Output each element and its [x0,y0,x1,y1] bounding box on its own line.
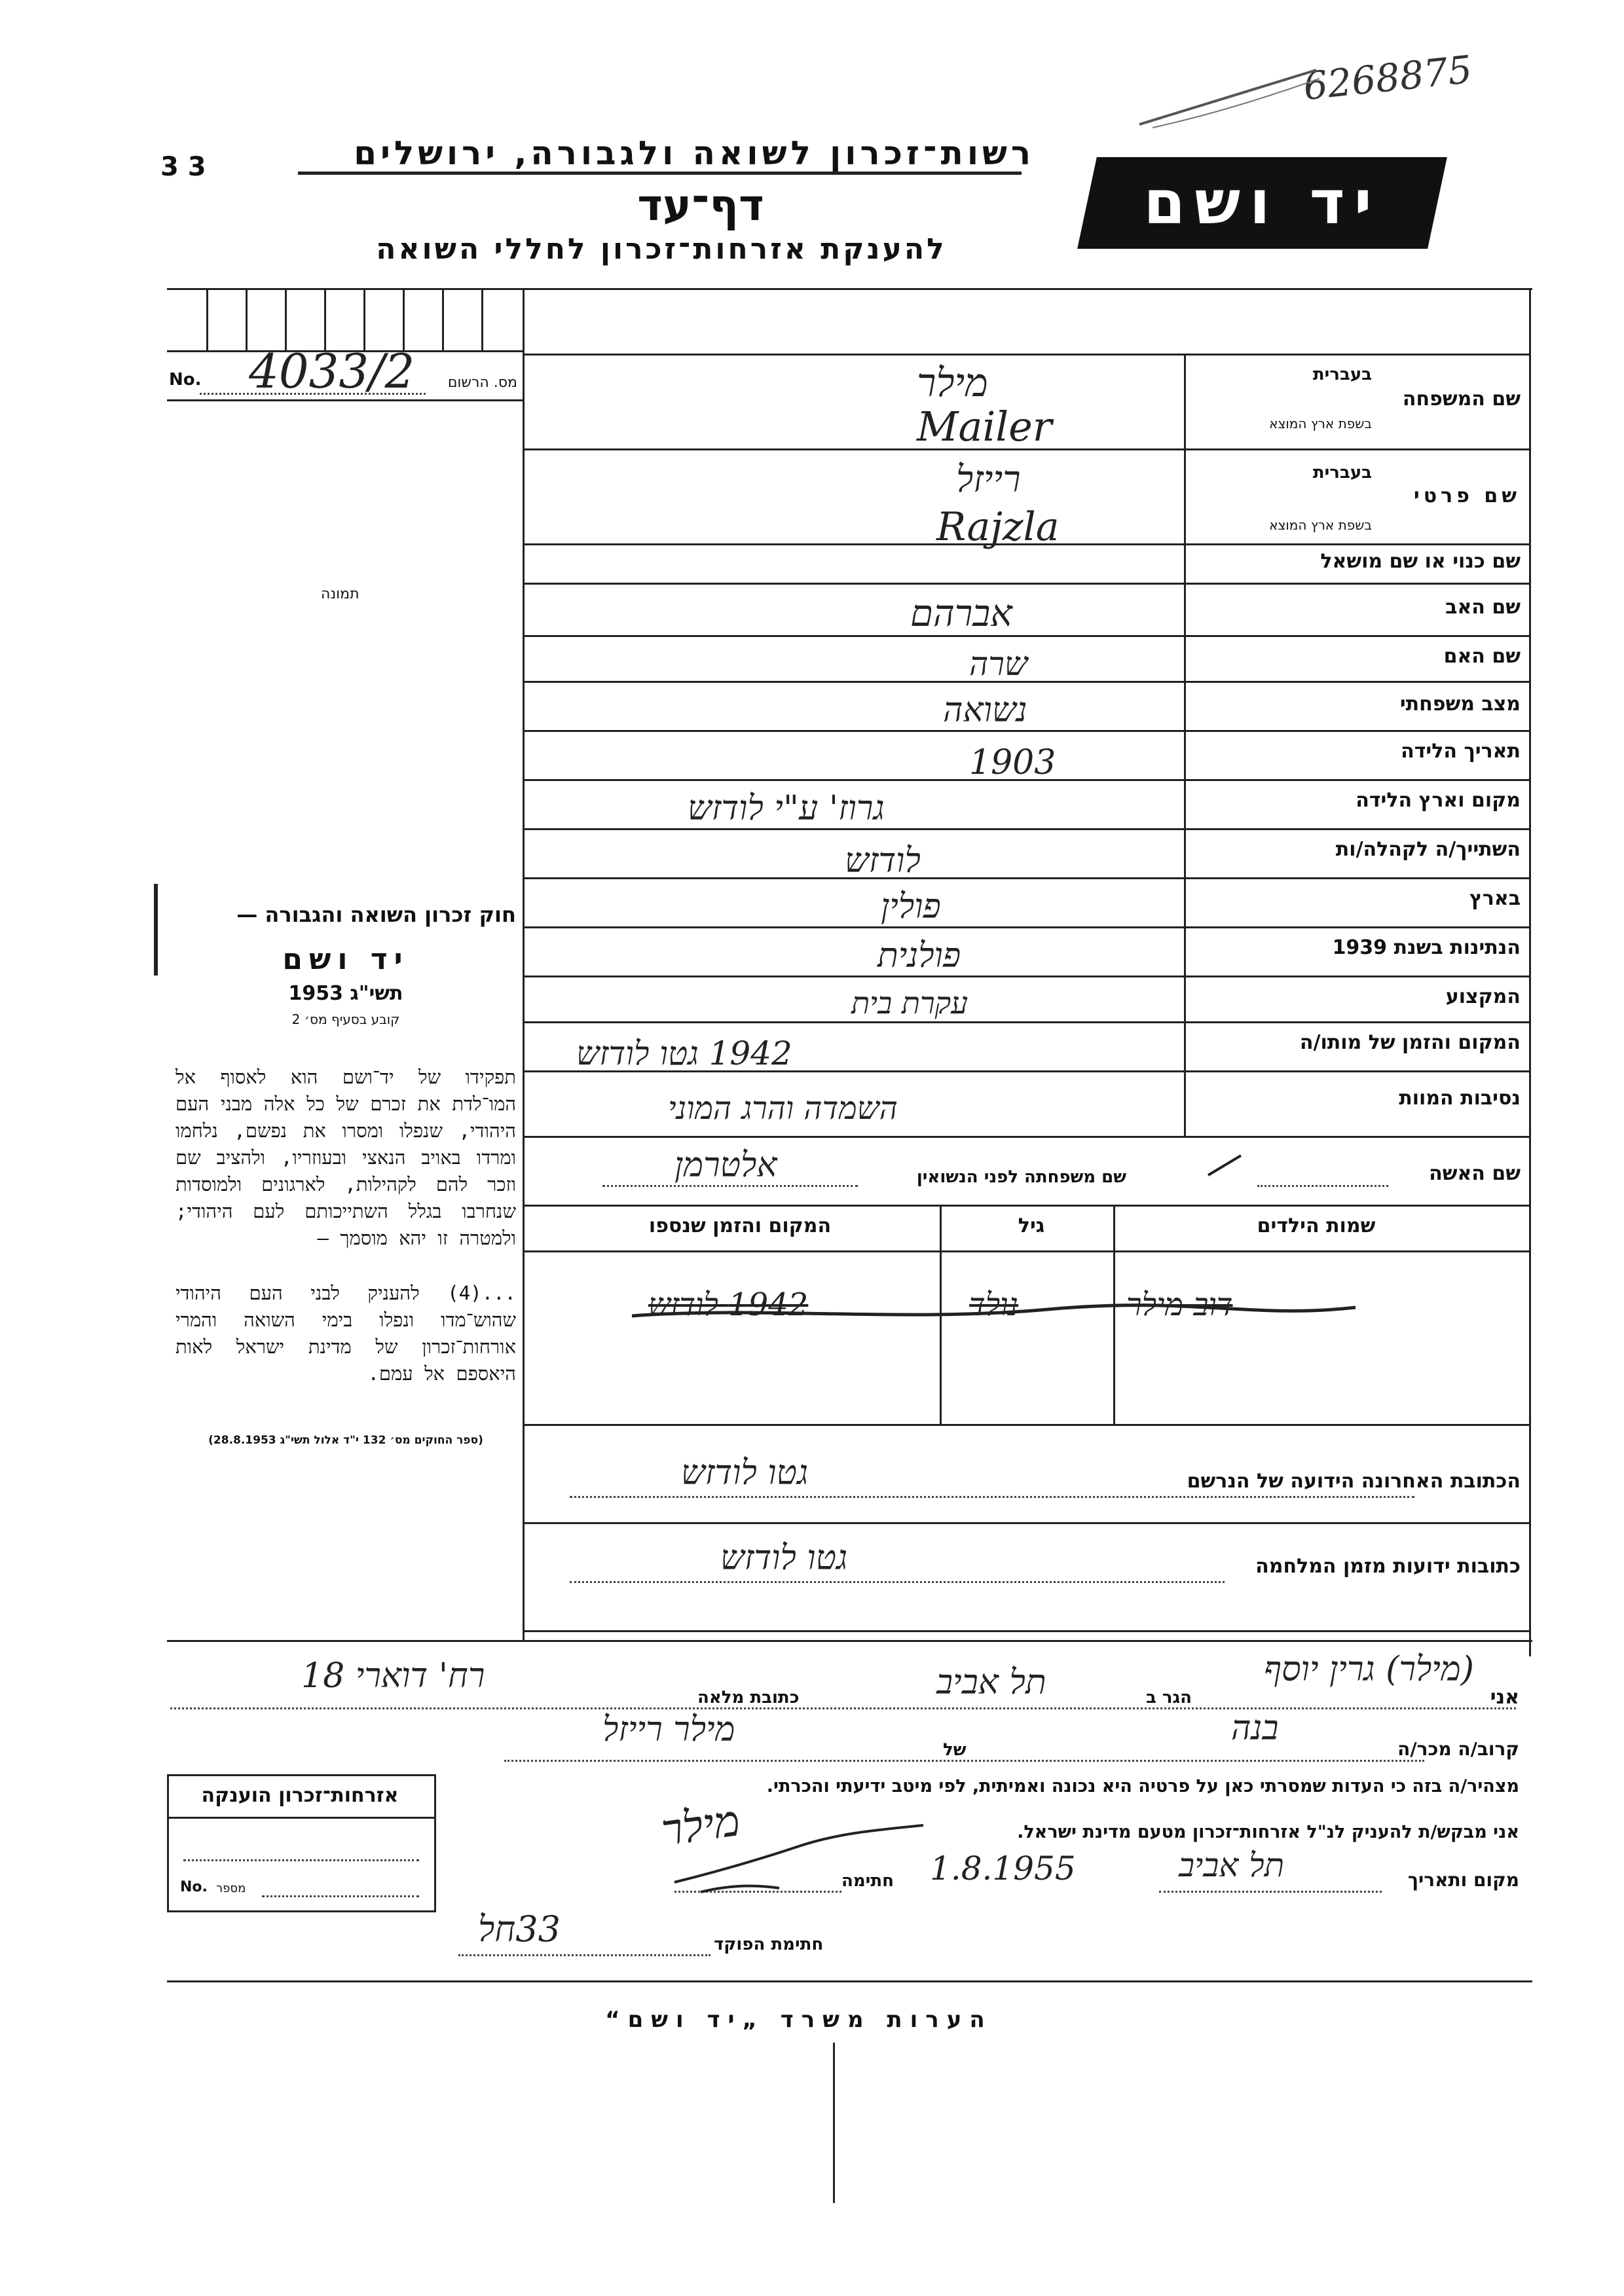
children-place-time-header: המקום והזמן שנספו [648,1214,832,1237]
declarant-i-label: אני [1490,1686,1519,1709]
logo-text: יד ושם [1143,168,1381,238]
children-header-line [523,1250,1531,1252]
address-separator [523,1522,1531,1524]
grid-cell-line [403,288,405,350]
row-line [523,1136,1531,1138]
wife-dotline-left [602,1185,858,1187]
mother-name-label: שם האם [1443,645,1521,668]
request-text: אני מבקש/ת להעניק לנ"ל אזרחות־זכרון מטעם מדינת ישראל. [1017,1822,1519,1842]
profession-value: עקרת בית [851,985,969,1021]
right-border [1529,288,1531,1656]
marital-status-label: מצב משפחתי [1399,693,1521,716]
family-name-sub-origin: בשפת ארץ המוצא [1269,416,1372,431]
row-line [523,448,1531,450]
stamp-scribble [1133,62,1329,134]
label-column-divider [1184,354,1186,1136]
citizenship-1939-label: הנתינות בשנת 1939 [1332,936,1521,959]
registration-number: 4033/2 [249,344,415,399]
relation-label: קרוב/ה מכר/ה [1397,1738,1519,1760]
corner-mark: 3 3 [160,152,206,182]
top-border [167,288,1532,290]
row-line [523,1070,1531,1072]
birth-place-value: גרוז' ע"י לודזש [688,789,885,828]
child-age-value: נולד [969,1286,1019,1323]
wife-dotline-right [1257,1185,1388,1187]
relation-dotline [504,1760,1424,1762]
form-title: דף־עד [637,180,764,230]
law-name: יד ושם [282,943,409,976]
declarant-name: (מילר) גרין יוסף [1264,1650,1475,1689]
left-column-divider [523,288,525,1640]
authority-title: רשות־זכרון לשואה ולגבורה, ירושלים [354,134,1035,172]
marital-status-value: נשואה [943,691,1027,730]
grid-cell-line [324,288,326,350]
child-name-value: דוב מילר [1126,1286,1233,1323]
declaration-text: מצהיר/ה בזה כי העדות שמסרתי כאן על פרטיה היא נכונה ואמיתית, לפי מיטב ידיעתי והכרתי. [766,1776,1519,1796]
row-line [523,730,1531,732]
row-line [523,779,1531,781]
citizenship-box-number-label: מספר [216,1882,246,1895]
first-name-origin-value: Rajzla [936,504,1060,550]
law-clause: קובע בסעיף מס׳ 2 [291,1011,400,1027]
registration-bottom-line [167,399,524,401]
first-name-sub-origin: בשפת ארץ המוצא [1269,517,1372,533]
row-line [523,1021,1531,1023]
place-value: תל אביב [1179,1846,1285,1884]
date-value: 1.8.1955 [930,1850,1076,1887]
officer-signature-value: 33חל [478,1908,561,1950]
children-names-header: שמות הילדים [1257,1214,1376,1237]
citizenship-1939-value: פולנית [877,936,961,975]
last-address-dotline [570,1496,1414,1498]
office-notes-divider [833,2043,835,2203]
war-addresses-dotline [570,1581,1225,1583]
officer-signature-label: חתימת הפוקד [714,1935,824,1954]
father-name-label: שם האב [1445,596,1521,619]
war-addresses-label: כתובות ידועות מזמן המלחמה [1255,1555,1521,1578]
birth-date-value: 1903 [969,743,1056,782]
photo-label: תמונה [321,586,360,602]
citizenship-box-title: אזרחות־זכרון הוענקה [201,1784,399,1807]
family-name-origin-value: Mailer [917,403,1052,450]
office-notes-title: הערות משרד „יד ושם“ [605,2007,993,2033]
country-value: פולין [881,887,941,926]
mother-name-value: שרה [969,645,1028,683]
profession-label: המקצוע [1445,985,1521,1008]
family-name-label: שם המשפחה [1402,388,1521,410]
death-circumstances-label: נסיבות המוות [1399,1087,1521,1110]
form-subtitle: להענקת אזרחות־זכרון לחללי השואה [376,232,947,266]
citizenship-box-dotline [183,1859,419,1861]
declarant-dotline [170,1707,1516,1709]
row-line [523,926,1531,928]
law-year: תשי"ג 1953 [288,982,403,1005]
grid-cell-line [481,288,483,350]
community-value: לודזש [845,841,921,881]
community-label: השתייך/ה לקהלה/ות [1335,838,1521,861]
war-addresses-value: גטו לודזש [720,1539,848,1578]
children-bottom-line [523,1424,1531,1426]
row-line [523,681,1531,683]
slash-mark [1205,1152,1244,1178]
death-place-time-label: המקום והזמן של מותו/ה [1299,1031,1521,1054]
signature-value: מילר [658,1795,743,1856]
citizenship-box-rule [167,1817,436,1819]
grid-cell-line [206,288,208,350]
first-name-he-value: רייזל [956,458,1021,501]
first-name-sub-he: בעברית [1312,463,1372,483]
row-line [523,635,1531,637]
declarant-resides-label: הגר ב [1146,1688,1192,1707]
last-address-label: הכתובת האחרונה הידועה של הנרשם [1187,1470,1521,1493]
declarant-top-line [167,1640,1532,1642]
archive-stamp-number: 6268875 [1301,46,1475,109]
citizenship-box-no-en: No. [180,1879,208,1895]
grid-cell-line [363,288,365,350]
row-line [523,543,1531,545]
law-paragraph-2: ...(4) להעניק לבני העם היהודי שהוש־מדו ונפלו בימי השואה והמרי אורחות־זכרון של מדינת ישראל לאות היאספם אל עמם. [175,1282,516,1385]
law-paragraph-1: תפקידו של יד־ושם הוא לאסוף אל המו־לדת את זכרם של כל אלה מבני העם היהודי, שנפלו ומסרו את נפשם, נלחמו ומרדו באויב הנאצי ובעוזריו, ולהציב שם וזכר להם לקהילות, לארגונים ולמוסדות שנחרבו בגלל השתייכותם לעם היהודי; ולמטרה זו יהא מוסמך — [175,1066,516,1249]
declarant-address-label: כתובת מלאה [697,1688,800,1707]
child-place-time-value: 1942 לודזש [648,1286,809,1323]
officer-dotline [458,1954,710,1956]
death-circumstances-value: השמדה והרג המוני [668,1090,898,1127]
relation-value: בנה [1231,1709,1279,1748]
declarant-city: תל אביב [936,1663,1046,1702]
grid-cell-line [285,288,287,350]
law-title: חוק זכרון השואה והגבורה — [236,902,516,927]
law-source: (ספר החוקים מס׳ 132 י"ד אלול תשי"ג 28.8.1953) [208,1434,483,1447]
children-strikeout [629,1293,1362,1332]
relation-of-label: של [943,1740,967,1760]
birth-date-label: תאריך הלידה [1401,740,1521,763]
registration-no-label: No. [169,370,202,390]
place-date-label: מקום ותאריך [1407,1869,1519,1891]
row-line [523,583,1531,585]
row-line [523,877,1531,879]
death-place-time-value: 1942 גטו לודזש [576,1034,792,1072]
signature-flourish [661,1820,936,1899]
fields-bottom-line [523,1630,1531,1632]
authority-underline [298,172,1022,175]
wife-maiden-label: שם משפחתה לפני הנשואין [916,1167,1126,1187]
row-line [523,828,1531,830]
office-notes-top-line [167,1980,1532,1982]
grid-cell-line [442,288,444,350]
yad-vashem-logo [1077,157,1447,249]
first-name-label: שם פרטי [1413,484,1521,507]
wife-maiden-value: אלטרמן [674,1146,777,1185]
row-line [523,975,1531,977]
citizenship-box-number-dotline [262,1895,419,1897]
children-age-header: גיל [1018,1214,1045,1237]
wife-label: שם האשה [1429,1162,1521,1185]
wife-bottom-line [523,1205,1531,1207]
signature-label: חתימה [841,1871,894,1891]
place-date-dotline [1159,1891,1382,1893]
father-name-value: אברהם [910,592,1012,635]
registration-label: מס. הרשום [447,374,517,391]
nickname-label: שם כנוי או שם מושאל [1320,550,1521,573]
relation-of-name: מילר רייזל [602,1710,735,1749]
country-label: בארץ [1469,887,1521,910]
last-address-value: גטו לודזש [681,1453,809,1493]
declarant-address: רח' דוארי 18 [301,1656,485,1696]
family-name-sub-he: בעברית [1312,365,1372,384]
birth-place-label: מקום וארץ הלידה [1356,789,1521,812]
fields-top-line [523,354,1531,355]
grid-cell-line [246,288,248,350]
law-box-bar [154,884,158,975]
family-name-he-value: מילר [917,360,988,406]
